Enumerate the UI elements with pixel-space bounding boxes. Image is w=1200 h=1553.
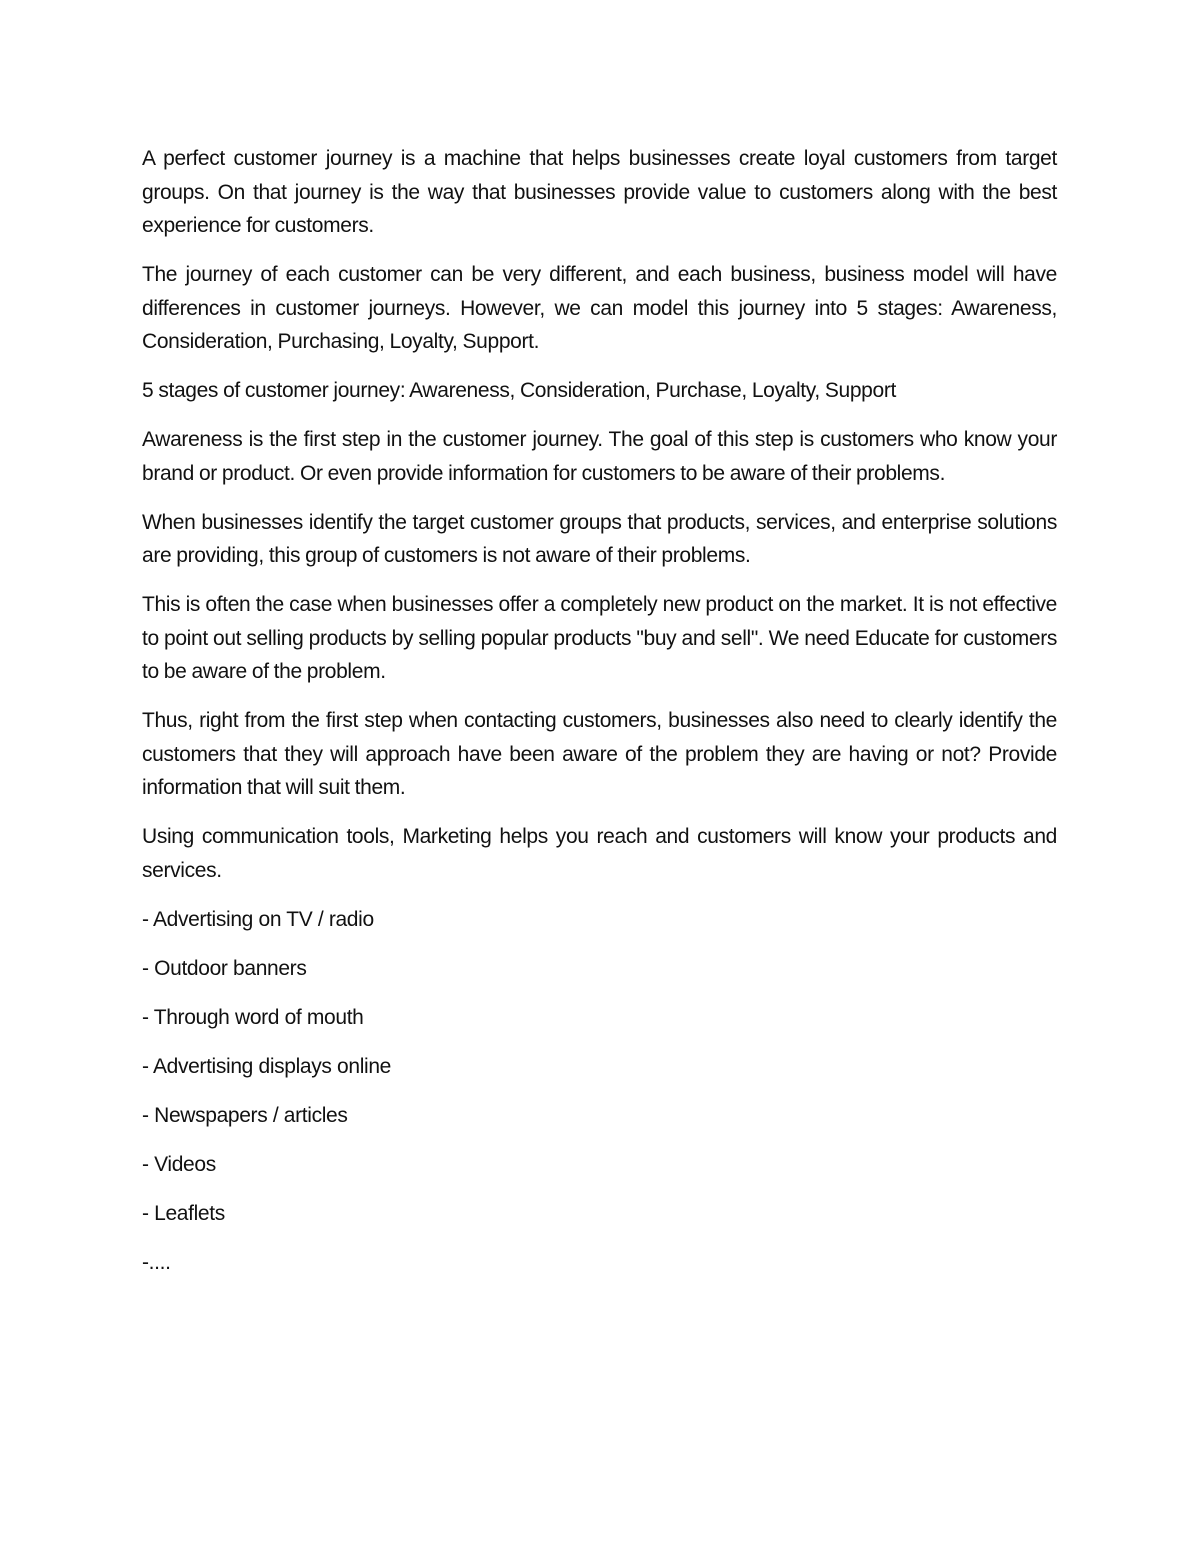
paragraph-first-step: Thus, right from the first step when contacting customers, businesses also need to clearly identify the customers that they will approach have been aware of the problem they are having or not? Provide information that will suit them. [142, 709, 1057, 799]
list-item: - Videos [142, 1152, 216, 1176]
list-item: - Advertising on TV / radio [142, 907, 374, 931]
paragraph-new-product: This is often the case when businesses offer a completely new product on the market. It is not effective to point out selling products by selling popular products "buy and sell". We need Educate for customers to be aware of the problem. [142, 593, 1057, 683]
list-item: - Newspapers / articles [142, 1103, 348, 1127]
paragraph-communication-tools: Using communication tools, Marketing helps you reach and customers will know your products and services. [142, 825, 1057, 882]
document-body [142, 142, 1057, 1295]
list-item: -.... [142, 1250, 171, 1274]
list-item: - Through word of mouth [142, 1005, 364, 1029]
list-item: - Advertising displays online [142, 1054, 391, 1078]
paragraph-target-groups: When businesses identify the target customer groups that products, services, and enterprise solutions are providing, this group of customers is not aware of their problems. [142, 510, 1057, 567]
list-item: - Outdoor banners [142, 956, 307, 980]
paragraph-five-stages: 5 stages of customer journey: Awareness, Consideration, Purchase, Loyalty, Support [142, 379, 896, 402]
list-item: - Leaflets [142, 1201, 225, 1225]
paragraph-intro: A perfect customer journey is a machine that helps businesses create loyal customers from target groups. On that journey is the way that businesses provide value to customers along with the best experience for customers. [142, 147, 1057, 237]
paragraph-journey-model: The journey of each customer can be very different, and each business, business model will have differences in customer journeys. However, we can model this journey into 5 stages: Awareness, Consideration, Purchasing, Loyalty, Support. [142, 263, 1057, 353]
paragraph-awareness: Awareness is the first step in the customer journey. The goal of this step is customers who know your brand or product. Or even provide information for customers to be aware of their problems. [142, 428, 1057, 485]
